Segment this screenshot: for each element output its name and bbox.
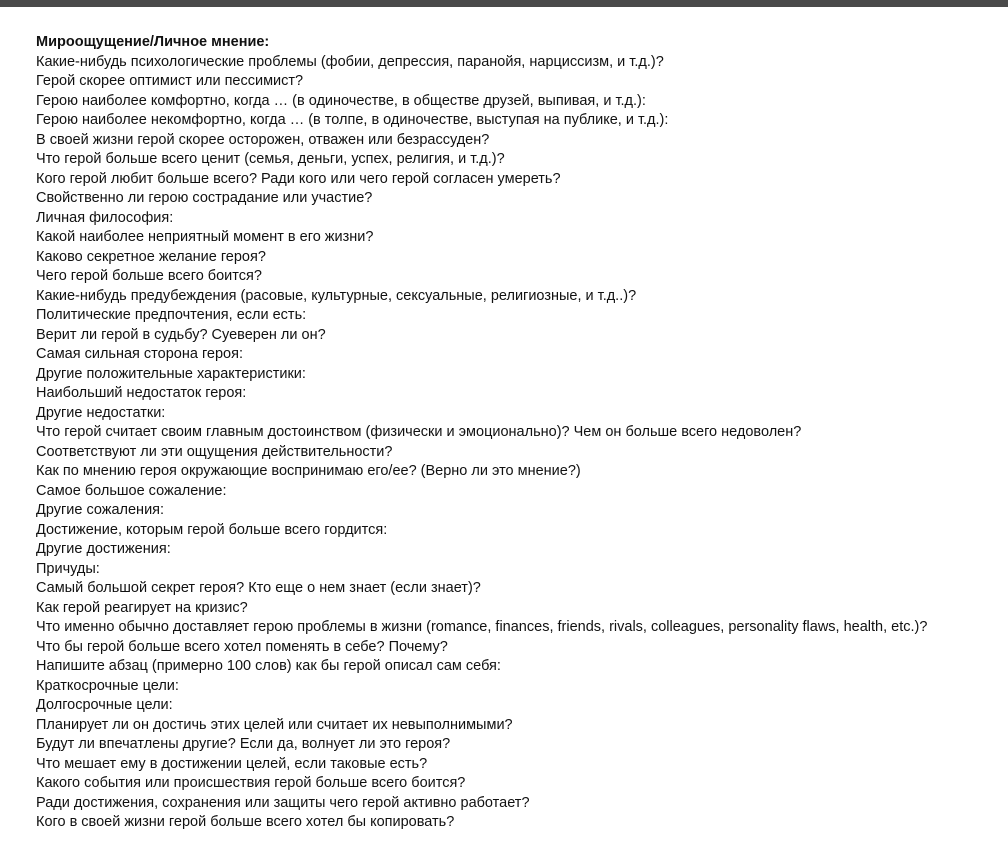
question-line: Герою наиболее комфортно, когда … (в одиночестве, в обществе друзей, выпивая, и т.д.): xyxy=(36,92,646,109)
question-line: Какие-нибудь предубеждения (расовые, культурные, сексуальные, религиозные, и т.д..)? xyxy=(36,287,637,304)
question-line: Как герой реагирует на кризис? xyxy=(36,599,248,616)
question-line: Политические предпочтения, если есть: xyxy=(36,307,307,323)
question-line: Каково секретное желание героя? xyxy=(36,248,266,265)
question-list xyxy=(36,53,996,833)
question-line: Личная философия: xyxy=(36,209,174,226)
question-line: Верит ли герой в судьбу? Суеверен ли он? xyxy=(36,326,326,343)
question-line: Другие сожаления: xyxy=(36,502,165,518)
question-line: Как по мнению героя окружающие воспринимаю его/ее? (Верно ли это мнение?) xyxy=(36,463,581,479)
question-line: Будут ли впечатлены другие? Если да, волнует ли это героя? xyxy=(36,736,451,752)
question-line: Что именно обычно доставляет герою проблемы в жизни (romance, finances, friends, rivals, colleagues, personality flaws, health, etc.)? xyxy=(36,619,928,635)
question-line: Самое большое сожаление: xyxy=(36,482,227,499)
question-line: Самый большой секрет героя? Кто еще о нем знает (если знает)? xyxy=(36,580,481,596)
question-line: Другие достижения: xyxy=(36,541,171,557)
question-line: Другие недостатки: xyxy=(36,404,166,421)
question-line: Какого события или происшествия герой больше всего боится? xyxy=(36,775,466,791)
question-line: Краткосрочные цели: xyxy=(36,677,179,694)
question-line: Что бы герой больше всего хотел поменять в себе? Почему? xyxy=(36,638,448,655)
top-bar xyxy=(0,0,1008,7)
question-line: Кого герой любит больше всего? Ради кого или чего герой согласен умереть? xyxy=(36,170,561,187)
question-line: Напишите абзац (примерно 100 слов) как бы герой описал сам себя: xyxy=(36,658,501,674)
question-line: Кого в своей жизни герой больше всего хотел бы копировать? xyxy=(36,814,455,830)
question-line: В своей жизни герой скорее осторожен, отважен или безрассуден? xyxy=(36,131,490,148)
section-heading: Мироощущение/Личное мнение: xyxy=(36,34,270,50)
question-line: Причуды: xyxy=(36,560,100,577)
question-line: Герой скорее оптимист или пессимист? xyxy=(36,73,304,89)
question-line: Наибольший недостаток героя: xyxy=(36,385,247,401)
question-line: Что герой больше всего ценит (семья, деньги, успех, религия, и т.д.)? xyxy=(36,151,505,167)
question-line: Что герой считает своим главным достоинством (физически и эмоционально)? Чем он больше всего недоволен? xyxy=(36,424,802,440)
question-line: Самая сильная сторона героя: xyxy=(36,346,243,362)
question-line: Какой наиболее неприятный момент в его жизни? xyxy=(36,229,374,245)
question-line: Достижение, которым герой больше всего гордится: xyxy=(36,521,388,538)
question-line: Герою наиболее некомфортно, когда … (в толпе, в одиночестве, выступая на публике, и т.д.): xyxy=(36,112,669,128)
question-line: Ради достижения, сохранения или защиты чего герой активно работает? xyxy=(36,794,530,811)
question-line: Соответствуют ли эти ощущения действительности? xyxy=(36,443,393,460)
document-page xyxy=(36,33,996,833)
question-line: Другие положительные характеристики: xyxy=(36,365,306,382)
question-line: Что мешает ему в достижении целей, если таковые есть? xyxy=(36,755,428,772)
question-line: Долгосрочные цели: xyxy=(36,697,173,713)
question-line: Какие-нибудь психологические проблемы (фобии, депрессия, паранойя, нарциссизм, и т.д.)? xyxy=(36,53,664,70)
question-line: Свойственно ли герою сострадание или участие? xyxy=(36,190,373,206)
question-line: Планирует ли он достичь этих целей или считает их невыполнимыми? xyxy=(36,716,513,733)
question-line: Чего герой больше всего боится? xyxy=(36,268,262,284)
